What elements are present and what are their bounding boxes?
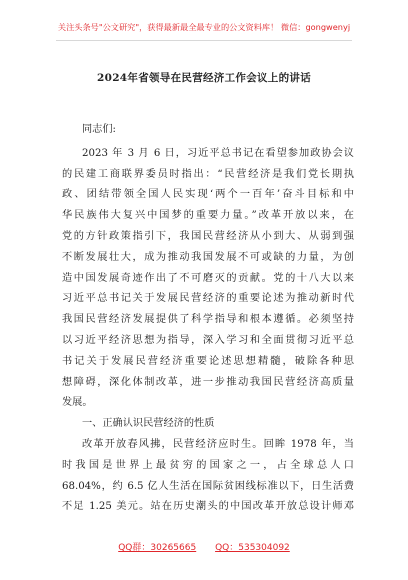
- header-notice: 关注头条号"公文研究"，获得最新最全最专业的公文资料库！ 微信：gongwenyj: [57, 22, 351, 32]
- paragraph-2: [62, 435, 354, 518]
- text-line: 我国民营经济发展提供了科学指导和根本遵循。必须坚持: [62, 314, 354, 326]
- text-line: 的民建工商联界委员时指出：“民营经济是我们党长期执: [62, 168, 354, 180]
- salutation: 同志们:: [82, 124, 116, 135]
- text-line: 造中国发展奇迹作出了不可磨灭的贡献。党的十八大以来: [62, 272, 354, 284]
- qq-group-link[interactable]: QQ群：30265665: [118, 543, 197, 553]
- footer-contacts: [0, 540, 408, 553]
- text-line: 以习近平经济思想为指导，深入学习和全面贯彻习近平总: [62, 334, 354, 346]
- text-line: 政、团结带领全国人民实现‘两个一百年’奋斗目标和中: [62, 189, 354, 201]
- text-line: 不足 1.25 美元。站在历史潮头的中国改革开放总设计师邓: [62, 501, 354, 513]
- header-divider: [56, 40, 352, 41]
- text-line: 发展。: [62, 397, 93, 409]
- text-line: 不断发展壮大，成为推动我国发展不可或缺的力量，为创: [62, 251, 354, 263]
- text-line: 书记关于发展民营经济重要论述思想精髓，破除各种思: [62, 355, 354, 367]
- text-line: 改革开放春风拂，民营经济应时生。回眸 1978 年，当: [82, 438, 354, 450]
- text-line: 华民族伟大复兴中国梦的重要力量。”改革开放以来，在: [62, 210, 354, 222]
- text-line: 时我国是世界上最贫穷的国家之一，占全球总人口: [62, 459, 354, 471]
- section-heading: 一、正确认识民营经济的性质: [82, 418, 215, 430]
- text-line: 党的方针政策指引下，我国民营经济从小到大、从弱到强: [62, 230, 354, 242]
- text-line: 习近平总书记关于发展民营经济的重要论述为推动新时代: [62, 293, 354, 305]
- paragraph-1: [62, 144, 354, 414]
- text-line: 2023 年 3 月 6 日，习近平总书记在看望参加政协会议: [82, 147, 354, 159]
- text-line: 68.04%，约 6.5 亿人生活在国际贫困线标准以下，日生活费: [62, 480, 354, 492]
- document-title: 2024年省领导在民营经济工作会议上的讲话: [96, 72, 312, 84]
- text-line: 想障碍，深化体制改革，进一步推动我国民营经济高质量: [62, 376, 354, 388]
- qq-contact-link[interactable]: QQ：535304092: [215, 543, 290, 553]
- document-body: [62, 120, 354, 518]
